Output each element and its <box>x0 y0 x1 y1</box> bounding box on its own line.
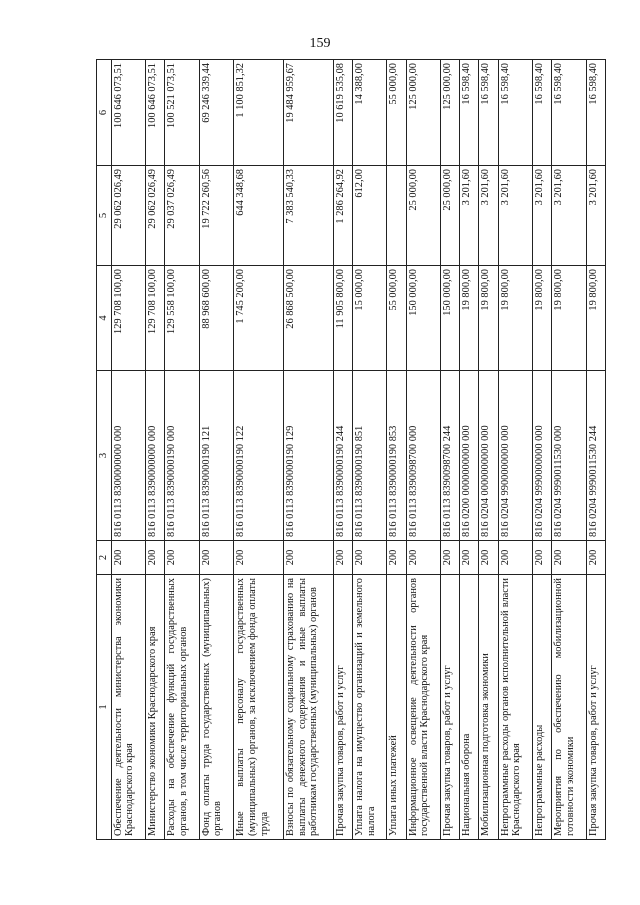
row-executed: 3 201,60 <box>533 166 552 266</box>
row-approved: 15 000,00 <box>352 266 386 371</box>
table-rotator <box>96 60 606 840</box>
row-code: 200 <box>111 541 145 575</box>
row-remaining: 100 646 073,51 <box>146 60 165 166</box>
row-executed: 1 286 264,92 <box>333 166 352 266</box>
row-kbk: 816 0113 8390098700 000 <box>406 371 440 541</box>
row-executed: 25 000,00 <box>406 166 440 266</box>
row-name: Мероприятия по обеспечению мобилизационной готовности экономики <box>552 575 586 840</box>
row-name: Министерство экономики Краснодарского края <box>146 575 165 840</box>
table-row <box>199 60 233 840</box>
row-kbk: 816 0200 0000000000 000 <box>460 371 479 541</box>
row-name: Национальная оборона <box>460 575 479 840</box>
row-kbk: 816 0113 8300000000 000 <box>111 371 145 541</box>
row-executed: 29 037 026,49 <box>165 166 199 266</box>
row-approved: 129 558 100,00 <box>165 266 199 371</box>
row-executed: 29 062 026,49 <box>111 166 145 266</box>
row-approved: 19 800,00 <box>479 266 498 371</box>
row-remaining: 16 598,40 <box>533 60 552 166</box>
row-approved: 55 000,00 <box>387 266 406 371</box>
row-kbk: 816 0113 8390000190 000 <box>165 371 199 541</box>
row-executed: 3 201,60 <box>479 166 498 266</box>
row-executed: 7 383 540,33 <box>284 166 334 266</box>
row-name: Расходы на обеспечение функций государственных органов, в том числе территориальных органов <box>165 575 199 840</box>
row-remaining: 19 484 959,67 <box>284 60 334 166</box>
row-kbk: 816 0113 8390000000 000 <box>146 371 165 541</box>
row-executed: 25 000,00 <box>441 166 460 266</box>
row-remaining: 55 000,00 <box>387 60 406 166</box>
table-row <box>387 60 406 840</box>
row-code: 200 <box>498 541 532 575</box>
row-remaining: 16 598,40 <box>479 60 498 166</box>
row-approved: 150 000,00 <box>406 266 440 371</box>
table-row <box>533 60 552 840</box>
row-remaining: 16 598,40 <box>586 60 605 166</box>
row-executed: 3 201,60 <box>460 166 479 266</box>
row-kbk: 816 0113 8390000190 851 <box>352 371 386 541</box>
row-remaining: 16 598,40 <box>460 60 479 166</box>
row-executed: 19 722 260,56 <box>199 166 233 266</box>
header-cell: 1 <box>97 575 112 840</box>
row-kbk: 816 0204 9990011530 000 <box>552 371 586 541</box>
table-row <box>234 60 284 840</box>
header-cell: 5 <box>97 166 112 266</box>
row-approved: 129 708 100,00 <box>111 266 145 371</box>
row-approved: 88 968 600,00 <box>199 266 233 371</box>
row-executed: 3 201,60 <box>498 166 532 266</box>
row-remaining: 125 000,00 <box>441 60 460 166</box>
row-name: Информационное освещение деятельности органов государственной власти Краснодарского края <box>406 575 440 840</box>
row-code: 200 <box>199 541 233 575</box>
header-cell: 2 <box>97 541 112 575</box>
row-approved: 11 905 800,00 <box>333 266 352 371</box>
row-code: 200 <box>533 541 552 575</box>
row-code: 200 <box>441 541 460 575</box>
row-remaining: 100 646 073,51 <box>111 60 145 166</box>
row-approved: 19 800,00 <box>586 266 605 371</box>
row-kbk: 816 0204 9900000000 000 <box>498 371 532 541</box>
row-approved: 19 800,00 <box>552 266 586 371</box>
row-executed <box>387 166 406 266</box>
header-cell: 6 <box>97 60 112 166</box>
row-name: Мобилизационная подготовка экономики <box>479 575 498 840</box>
row-approved: 19 800,00 <box>460 266 479 371</box>
row-executed: 3 201,60 <box>552 166 586 266</box>
row-kbk: 816 0113 8390000190 244 <box>333 371 352 541</box>
row-kbk: 816 0204 9990011530 244 <box>586 371 605 541</box>
row-name: Уплата налога на имущество организаций и земельного налога <box>352 575 386 840</box>
row-approved: 150 000,00 <box>441 266 460 371</box>
row-name: Фонд оплаты труда государственных (муниципальных) органов <box>199 575 233 840</box>
row-remaining: 10 619 535,08 <box>333 60 352 166</box>
row-code: 200 <box>387 541 406 575</box>
table-row <box>552 60 586 840</box>
row-kbk: 816 0113 8390098700 244 <box>441 371 460 541</box>
row-kbk: 816 0113 8390000190 121 <box>199 371 233 541</box>
table-row <box>111 60 145 840</box>
row-approved: 19 800,00 <box>498 266 532 371</box>
row-remaining: 69 246 339,44 <box>199 60 233 166</box>
header-cell: 3 <box>97 371 112 541</box>
row-name: Обеспечение деятельности министерства экономики Краснодарского края <box>111 575 145 840</box>
row-approved: 19 800,00 <box>533 266 552 371</box>
table-row <box>146 60 165 840</box>
row-kbk: 816 0113 8390000190 853 <box>387 371 406 541</box>
header-row <box>97 60 112 840</box>
row-code: 200 <box>333 541 352 575</box>
row-name: Непрограммные расходы <box>533 575 552 840</box>
budget-table <box>96 59 606 840</box>
row-remaining: 100 521 073,51 <box>165 60 199 166</box>
row-executed: 29 062 026,49 <box>146 166 165 266</box>
row-approved: 1 745 200,00 <box>234 266 284 371</box>
row-code: 200 <box>146 541 165 575</box>
table-row <box>460 60 479 840</box>
row-code: 200 <box>586 541 605 575</box>
row-executed: 3 201,60 <box>586 166 605 266</box>
page-number: 159 <box>309 36 331 51</box>
row-kbk: 816 0113 8390000190 122 <box>234 371 284 541</box>
table-row <box>406 60 440 840</box>
row-code: 200 <box>406 541 440 575</box>
row-executed: 612,00 <box>352 166 386 266</box>
row-code: 200 <box>479 541 498 575</box>
table-row <box>165 60 199 840</box>
row-remaining: 16 598,40 <box>498 60 532 166</box>
header-cell: 4 <box>97 266 112 371</box>
row-code: 200 <box>352 541 386 575</box>
row-executed: 644 348,68 <box>234 166 284 266</box>
table-row <box>441 60 460 840</box>
table-row <box>479 60 498 840</box>
row-kbk: 816 0113 8390000190 129 <box>284 371 334 541</box>
row-name: Прочая закупка товаров, работ и услуг <box>441 575 460 840</box>
table-row <box>586 60 605 840</box>
row-kbk: 816 0204 0000000000 000 <box>479 371 498 541</box>
table-row <box>333 60 352 840</box>
row-approved: 26 868 500,00 <box>284 266 334 371</box>
row-name: Уплата иных платежей <box>387 575 406 840</box>
row-name: Непрограммные расходы органов исполнительной власти Краснодарского края <box>498 575 532 840</box>
table-row <box>352 60 386 840</box>
row-code: 200 <box>284 541 334 575</box>
row-remaining: 1 100 851,32 <box>234 60 284 166</box>
row-name: Прочая закупка товаров, работ и услуг <box>586 575 605 840</box>
row-name: Взносы по обязательному социальному страхованию на выплаты денежного содержания и иные выплаты работникам государственных (муниципальных) органов <box>284 575 334 840</box>
table-row <box>284 60 334 840</box>
table-row <box>498 60 532 840</box>
row-remaining: 16 598,40 <box>552 60 586 166</box>
row-code: 200 <box>234 541 284 575</box>
row-code: 200 <box>460 541 479 575</box>
row-code: 200 <box>552 541 586 575</box>
row-kbk: 816 0204 9990000000 000 <box>533 371 552 541</box>
row-name: Иные выплаты персоналу государственных (муниципальных) органов, за исключением фонда оплаты труда <box>234 575 284 840</box>
row-approved: 129 708 100,00 <box>146 266 165 371</box>
row-remaining: 14 388,00 <box>352 60 386 166</box>
row-code: 200 <box>165 541 199 575</box>
row-remaining: 125 000,00 <box>406 60 440 166</box>
row-name: Прочая закупка товаров, работ и услуг <box>333 575 352 840</box>
